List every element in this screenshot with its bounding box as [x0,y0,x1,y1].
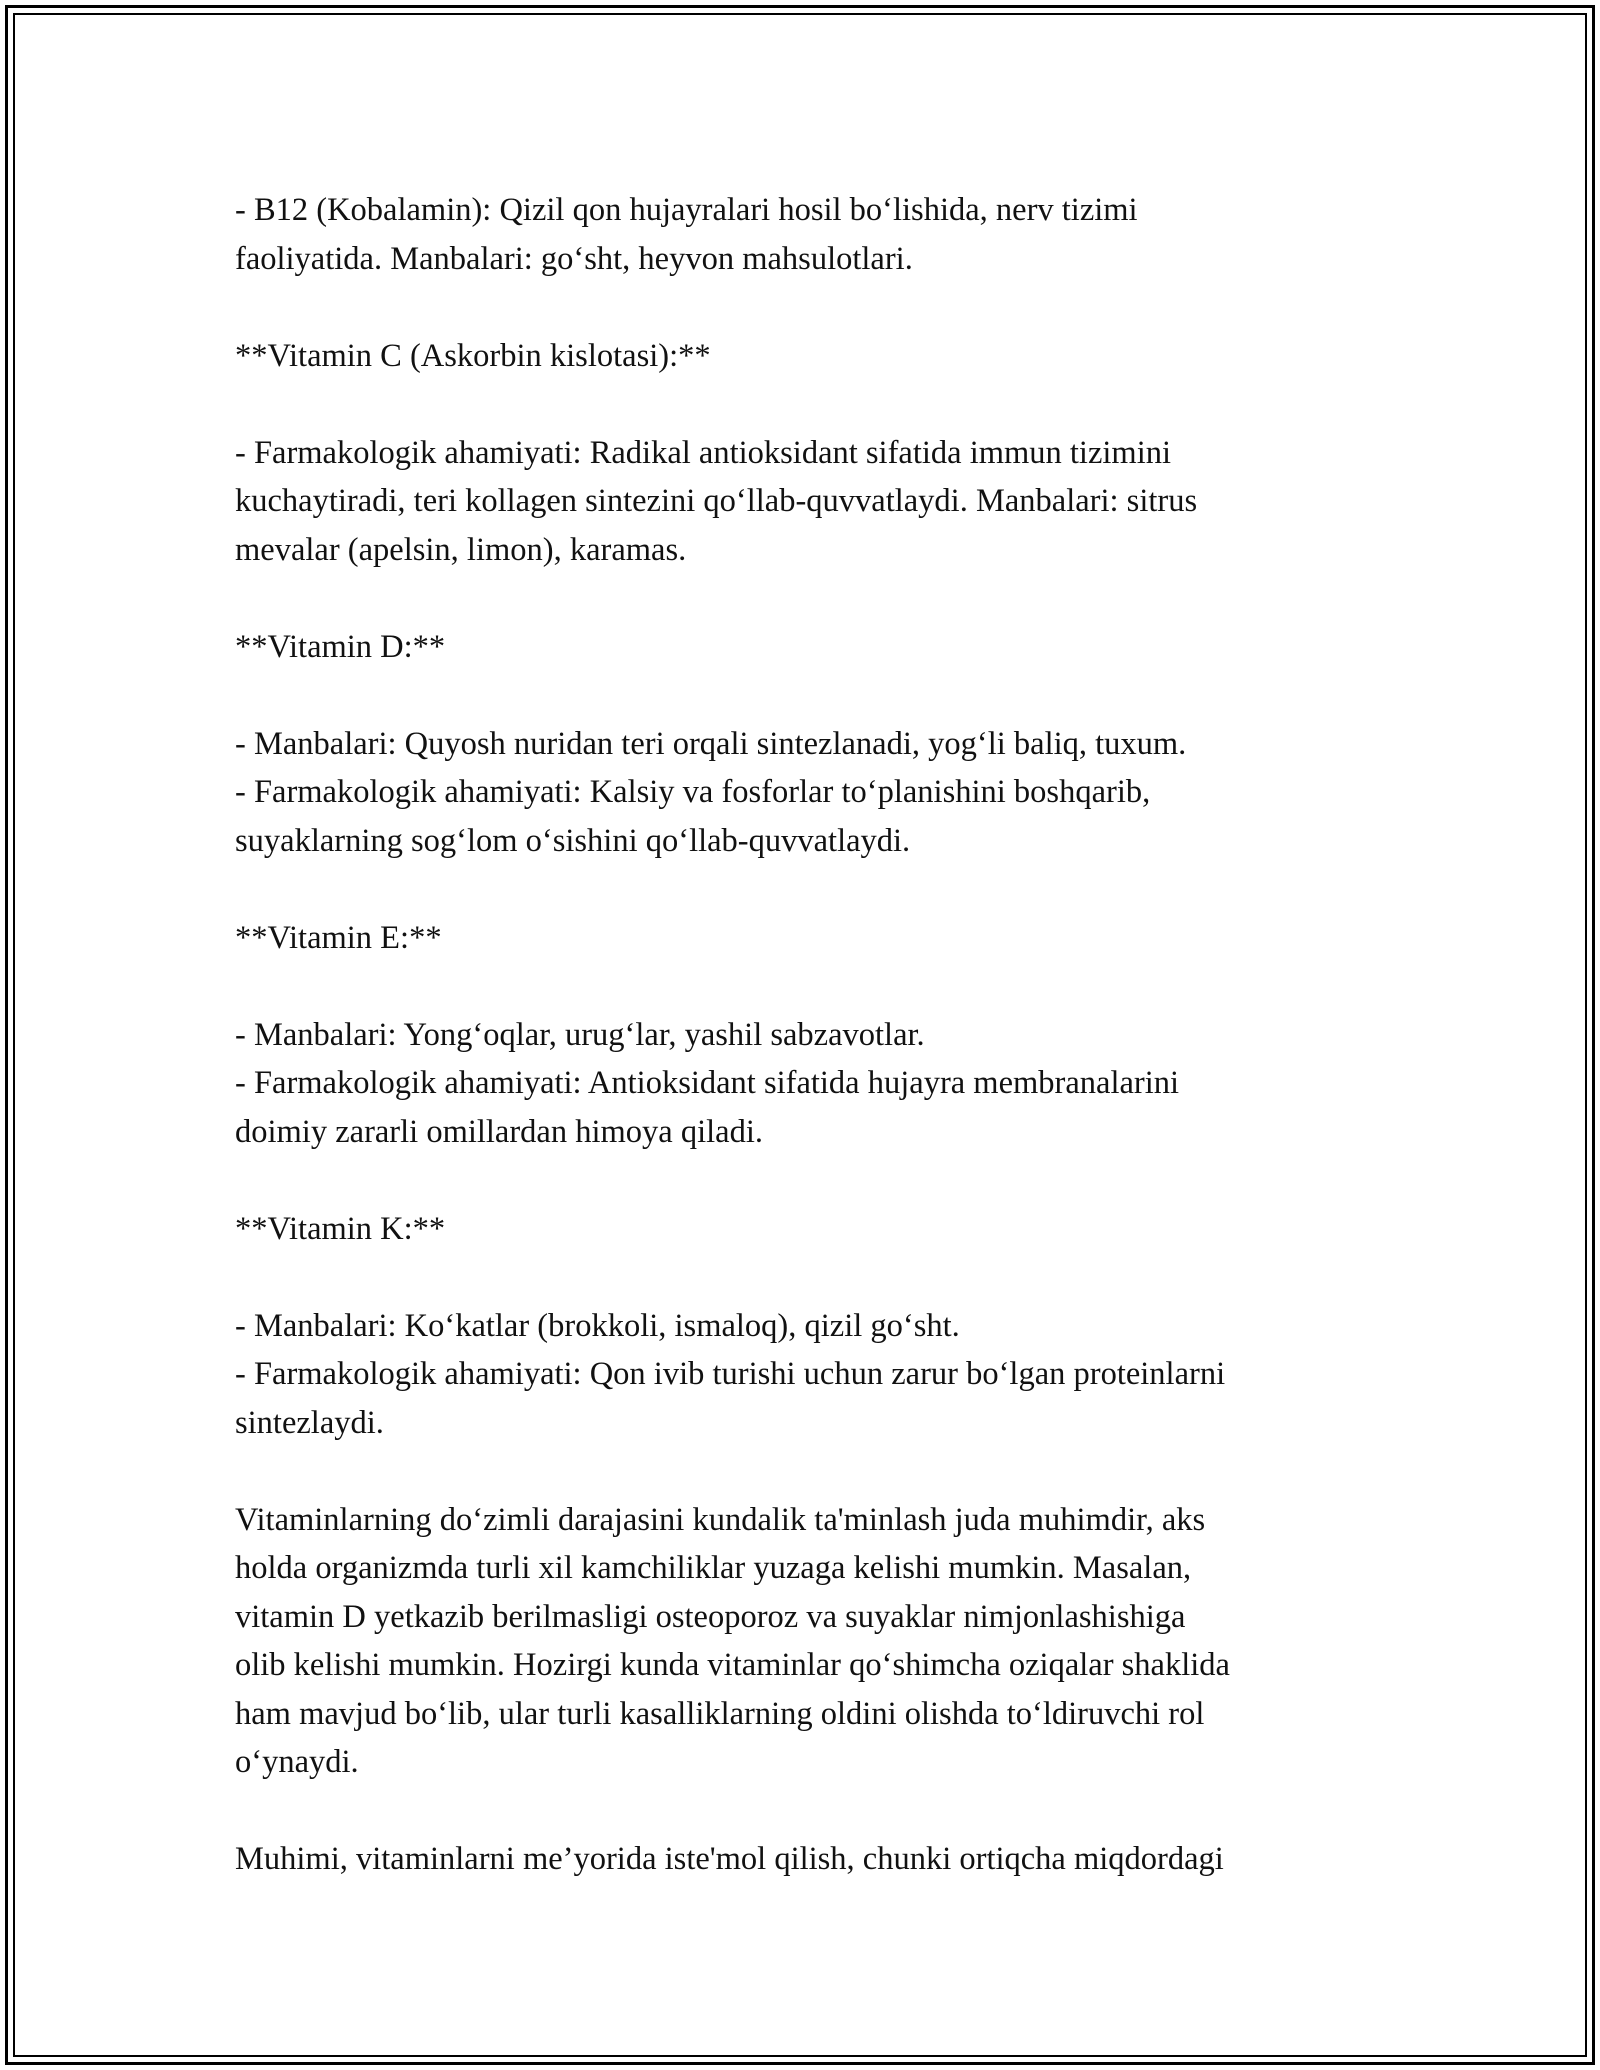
text-line: doimiy zararli omillardan himoya qiladi. [235,1113,763,1150]
text-line: faoliyatida. Manbalari: go‘sht, heyvon mahsulotlari. [235,240,913,277]
paragraph-vitamin-e [235,1011,1365,1157]
text-line: - Manbalari: Yong‘oqlar, urug‘lar, yashil sabzavotlar. [235,1016,925,1053]
text-line: **Vitamin D:** [235,628,446,665]
text-line: vitamin D yetkazib berilmasligi osteoporoz va suyaklar nimjonlashishiga [235,1598,1186,1635]
text-line: - Farmakologik ahamiyati: Antioksidant sifatida hujayra membranalarini [235,1065,1180,1101]
text-line: olib kelishi mumkin. Hozirgi kunda vitaminlar qo‘shimcha oziqalar shaklida [235,1647,1230,1683]
text-line: mevalar (apelsin, limon), karamas. [235,531,687,568]
text-line: - Manbalari: Ko‘katlar (brokkoli, ismaloq), qizil go‘sht. [235,1307,960,1344]
text-line: **Vitamin E:** [235,919,442,956]
document-body [235,186,1365,1884]
heading-vitamin-c [235,332,1365,381]
text-line: - Farmakologik ahamiyati: Qon ivib turishi uchun zarur bo‘lgan proteinlarni [235,1356,1226,1392]
text-line: kuchaytiradi, teri kollagen sintezini qo‘llab-quvvatlaydi. Manbalari: sitrus [235,483,1198,519]
paragraph-vitamin-k [235,1302,1365,1448]
text-line: holda organizmda turli xil kamchiliklar yuzaga kelishi mumkin. Masalan, [235,1550,1192,1586]
text-line: sintezlaydi. [235,1404,384,1441]
paragraph-vitamin-d [235,720,1365,866]
heading-vitamin-d [235,623,1365,672]
text-line: ham mavjud bo‘lib, ular turli kasalliklarning oldini olishda to‘ldiruvchi rol [235,1695,1205,1732]
text-line: suyaklarning sog‘lom o‘sishini qo‘llab-quvvatlaydi. [235,822,911,859]
text-line: - B12 (Kobalamin): Qizil qon hujayralari hosil bo‘lishida, nerv tizimi [235,192,1138,228]
paragraph-vitamin-c [235,429,1365,575]
text-line: **Vitamin C (Askorbin kislotasi):** [235,337,711,374]
text-line: Vitaminlarning do‘zimli darajasini kundalik ta'minlash juda muhimdir, aks [235,1501,1206,1538]
heading-vitamin-k [235,1205,1365,1254]
paragraph-summary [235,1496,1365,1787]
heading-vitamin-e [235,914,1365,963]
text-line: - Farmakologik ahamiyati: Radikal antioksidant sifatida immun tizimini [235,434,1172,471]
paragraph-closing [235,1835,1365,1884]
text-line: - Farmakologik ahamiyati: Kalsiy va fosforlar to‘planishini boshqarib, [235,774,1151,810]
paragraph-b12 [235,186,1365,283]
text-line: - Manbalari: Quyosh nuridan teri orqali sintezlanadi, yog‘li baliq, tuxum. [235,725,1187,762]
text-line: o‘ynaydi. [235,1744,359,1780]
text-line: Muhimi, vitaminlarni me’yorida iste'mol qilish, chunki ortiqcha miqdordagi [235,1841,1224,1877]
text-line: **Vitamin K:** [235,1210,446,1247]
